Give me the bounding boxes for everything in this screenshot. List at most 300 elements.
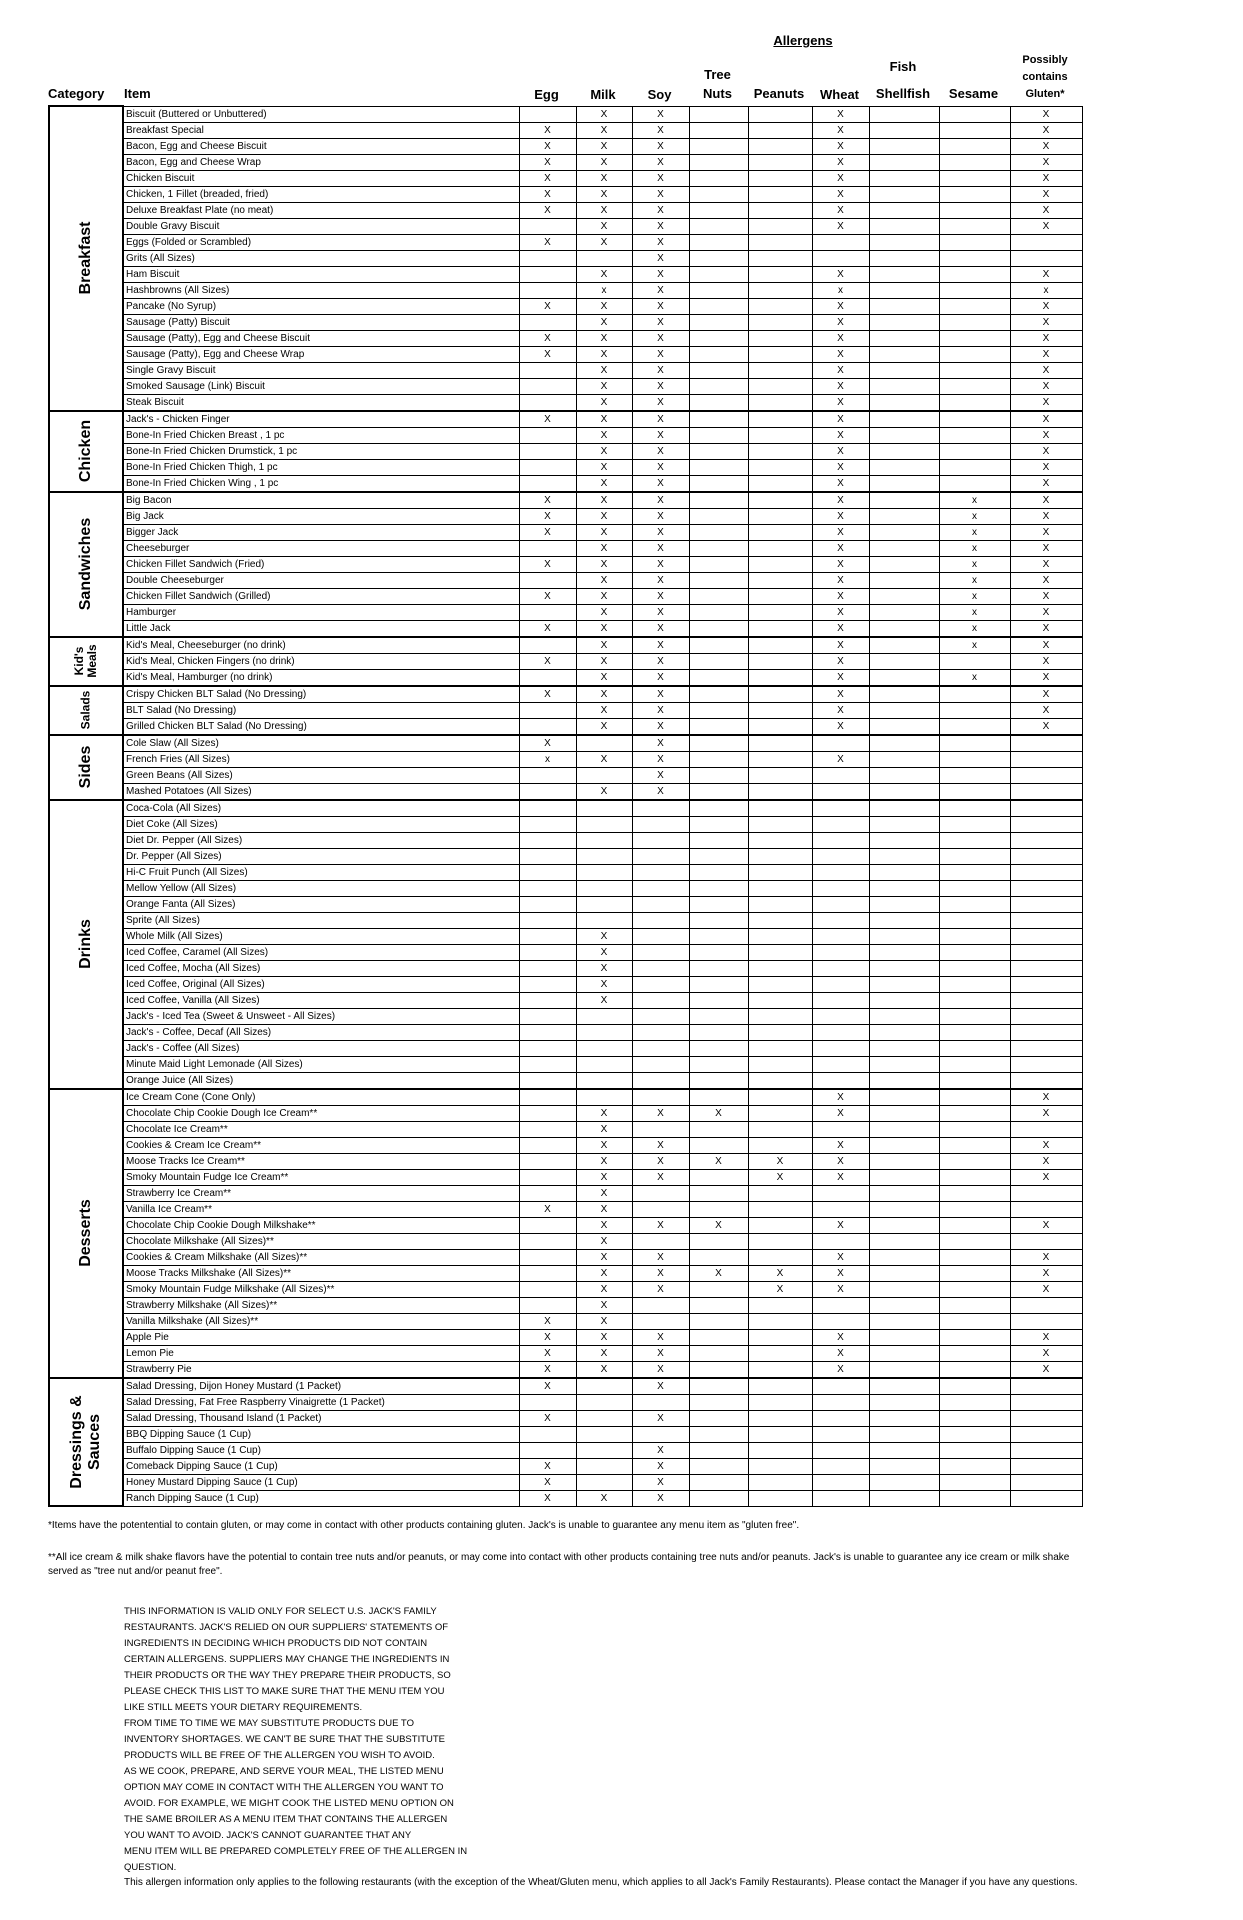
milk-mark bbox=[576, 1040, 632, 1056]
peanuts-mark bbox=[748, 800, 812, 817]
peanuts-mark bbox=[748, 702, 812, 718]
fish-shellfish-mark bbox=[869, 896, 939, 912]
table-row bbox=[49, 122, 1082, 138]
allergen-table bbox=[48, 105, 1083, 1507]
sesame-mark bbox=[939, 1217, 1010, 1233]
egg-mark bbox=[519, 250, 576, 266]
soy-mark: X bbox=[632, 1153, 689, 1169]
item-name: Bacon, Egg and Cheese Biscuit bbox=[123, 138, 519, 154]
wheat-mark bbox=[812, 1394, 869, 1410]
final-note: This allergen information only applies to the following restaurants (with the exception of the Wheat/Gluten menu, which applies to all Jack's Family Restaurants). Please contact the Manager if you have any questions. bbox=[124, 1877, 1078, 1888]
wheat-mark: X bbox=[812, 202, 869, 218]
wheat-mark bbox=[812, 1442, 869, 1458]
fish-shellfish-mark bbox=[869, 346, 939, 362]
item-name: Smoky Mountain Fudge Ice Cream** bbox=[123, 1169, 519, 1185]
tree-nuts-mark bbox=[689, 378, 748, 394]
peanuts-mark bbox=[748, 170, 812, 186]
table-row bbox=[49, 1490, 1082, 1506]
sesame-mark bbox=[939, 1265, 1010, 1281]
wheat-mark: X bbox=[812, 186, 869, 202]
sesame-mark bbox=[939, 800, 1010, 817]
peanuts-mark bbox=[748, 620, 812, 637]
egg-mark bbox=[519, 976, 576, 992]
tree-nuts-mark bbox=[689, 362, 748, 378]
gluten-mark bbox=[1010, 783, 1082, 800]
peanuts-mark bbox=[748, 880, 812, 896]
tree-nuts-mark bbox=[689, 1056, 748, 1072]
gluten-mark bbox=[1010, 735, 1082, 752]
wheat-mark: X bbox=[812, 669, 869, 686]
wheat-mark bbox=[812, 992, 869, 1008]
milk-mark: X bbox=[576, 556, 632, 572]
milk-mark bbox=[576, 1056, 632, 1072]
tree-nuts-mark bbox=[689, 411, 748, 428]
gluten-mark bbox=[1010, 912, 1082, 928]
sesame-mark bbox=[939, 186, 1010, 202]
sesame-mark bbox=[939, 202, 1010, 218]
egg-mark bbox=[519, 443, 576, 459]
egg-mark: X bbox=[519, 524, 576, 540]
tree-nuts-mark bbox=[689, 1008, 748, 1024]
sesame-mark: x bbox=[939, 669, 1010, 686]
wheat-mark bbox=[812, 880, 869, 896]
soy-mark: X bbox=[632, 735, 689, 752]
soy-mark bbox=[632, 816, 689, 832]
item-name: Eggs (Folded or Scrambled) bbox=[123, 234, 519, 250]
milk-mark: X bbox=[576, 298, 632, 314]
table-row bbox=[49, 298, 1082, 314]
peanuts-mark bbox=[748, 1345, 812, 1361]
wheat-mark: X bbox=[812, 122, 869, 138]
peanuts-mark bbox=[748, 1361, 812, 1378]
table-row bbox=[49, 1410, 1082, 1426]
sesame-mark bbox=[939, 686, 1010, 703]
table-row bbox=[49, 1024, 1082, 1040]
soy-mark bbox=[632, 896, 689, 912]
tree-nuts-mark bbox=[689, 1201, 748, 1217]
tree-nuts-mark bbox=[689, 1233, 748, 1249]
soy-mark: X bbox=[632, 1249, 689, 1265]
peanuts-mark bbox=[748, 1474, 812, 1490]
fish-shellfish-mark bbox=[869, 298, 939, 314]
milk-mark: X bbox=[576, 572, 632, 588]
wheat-mark: X bbox=[812, 138, 869, 154]
category-label-line: Meals bbox=[85, 644, 99, 678]
item-name: Hashbrowns (All Sizes) bbox=[123, 282, 519, 298]
table-row bbox=[49, 588, 1082, 604]
milk-mark: X bbox=[576, 992, 632, 1008]
tree-nuts-mark bbox=[689, 459, 748, 475]
gluten-mark: X bbox=[1010, 524, 1082, 540]
table-row bbox=[49, 1329, 1082, 1345]
disclaimer-line: OPTION MAY COME IN CONTACT WITH THE ALLERGEN YOU WANT TO bbox=[124, 1782, 444, 1793]
milk-mark: X bbox=[576, 1153, 632, 1169]
milk-mark: X bbox=[576, 378, 632, 394]
category-cell bbox=[49, 411, 123, 492]
tree-nuts-mark bbox=[689, 976, 748, 992]
category-cell bbox=[49, 637, 123, 686]
gluten-mark: X bbox=[1010, 556, 1082, 572]
tree-nuts-mark bbox=[689, 992, 748, 1008]
milk-mark: X bbox=[576, 443, 632, 459]
egg-mark: X bbox=[519, 186, 576, 202]
soy-mark: X bbox=[632, 604, 689, 620]
category-label-line: Kid's bbox=[72, 646, 86, 676]
peanuts-mark bbox=[748, 1121, 812, 1137]
peanuts-mark bbox=[748, 1426, 812, 1442]
tree-nuts-mark bbox=[689, 1040, 748, 1056]
egg-mark: X bbox=[519, 620, 576, 637]
peanuts-mark bbox=[748, 1410, 812, 1426]
wheat-mark bbox=[812, 1458, 869, 1474]
table-row bbox=[49, 394, 1082, 411]
milk-mark bbox=[576, 832, 632, 848]
soy-mark bbox=[632, 848, 689, 864]
gluten-mark bbox=[1010, 1121, 1082, 1137]
peanuts-mark bbox=[748, 751, 812, 767]
item-name: Vanilla Ice Cream** bbox=[123, 1201, 519, 1217]
gluten-mark bbox=[1010, 1313, 1082, 1329]
soy-mark: X bbox=[632, 1442, 689, 1458]
tree-nuts-mark bbox=[689, 540, 748, 556]
peanuts-mark bbox=[748, 976, 812, 992]
peanuts-mark bbox=[748, 588, 812, 604]
header-fish-line1: Fish bbox=[889, 59, 917, 74]
fish-shellfish-mark bbox=[869, 976, 939, 992]
wheat-mark: X bbox=[812, 524, 869, 540]
soy-mark: X bbox=[632, 411, 689, 428]
tree-nuts-mark bbox=[689, 1121, 748, 1137]
tree-nuts-mark bbox=[689, 653, 748, 669]
peanuts-mark bbox=[748, 218, 812, 234]
milk-mark bbox=[576, 767, 632, 783]
egg-mark bbox=[519, 1297, 576, 1313]
soy-mark: X bbox=[632, 1345, 689, 1361]
header-fish-line2: Shellfish bbox=[875, 86, 931, 101]
table-row bbox=[49, 508, 1082, 524]
wheat-mark: X bbox=[812, 475, 869, 492]
tree-nuts-mark bbox=[689, 928, 748, 944]
category-cell bbox=[49, 492, 123, 637]
sesame-mark bbox=[939, 1474, 1010, 1490]
disclaimer-line: MENU ITEM WILL BE PREPARED COMPLETELY FREE OF THE ALLERGEN IN bbox=[124, 1846, 468, 1857]
table-row bbox=[49, 686, 1082, 703]
peanuts-mark bbox=[748, 1024, 812, 1040]
item-name: Salad Dressing, Dijon Honey Mustard (1 Packet) bbox=[123, 1378, 519, 1395]
sesame-mark bbox=[939, 1153, 1010, 1169]
milk-mark: X bbox=[576, 604, 632, 620]
peanuts-mark: X bbox=[748, 1169, 812, 1185]
soy-mark: X bbox=[632, 1378, 689, 1395]
soy-mark: X bbox=[632, 620, 689, 637]
sesame-mark bbox=[939, 1394, 1010, 1410]
milk-mark: X bbox=[576, 702, 632, 718]
table-row bbox=[49, 202, 1082, 218]
table-row bbox=[49, 1313, 1082, 1329]
tree-nuts-mark: X bbox=[689, 1153, 748, 1169]
milk-mark: X bbox=[576, 1265, 632, 1281]
fish-shellfish-mark bbox=[869, 1089, 939, 1106]
item-name: Chocolate Chip Cookie Dough Ice Cream** bbox=[123, 1105, 519, 1121]
gluten-mark: X bbox=[1010, 1329, 1082, 1345]
fish-shellfish-mark bbox=[869, 1201, 939, 1217]
fish-shellfish-mark bbox=[869, 604, 939, 620]
sesame-mark bbox=[939, 1072, 1010, 1089]
tree-nuts-mark bbox=[689, 234, 748, 250]
item-name: Grilled Chicken BLT Salad (No Dressing) bbox=[123, 718, 519, 735]
gluten-mark: X bbox=[1010, 298, 1082, 314]
disclaimer-line: YOU WANT TO AVOID. JACK'S CANNOT GUARANTEE THAT ANY bbox=[124, 1830, 412, 1841]
soy-mark: X bbox=[632, 186, 689, 202]
milk-mark: X bbox=[576, 346, 632, 362]
sesame-mark bbox=[939, 1040, 1010, 1056]
category-cell bbox=[49, 800, 123, 1089]
sesame-mark bbox=[939, 1105, 1010, 1121]
egg-mark: X bbox=[519, 588, 576, 604]
tree-nuts-mark bbox=[689, 186, 748, 202]
sesame-mark bbox=[939, 330, 1010, 346]
peanuts-mark bbox=[748, 1056, 812, 1072]
tree-nuts-mark bbox=[689, 1313, 748, 1329]
fish-shellfish-mark bbox=[869, 138, 939, 154]
wheat-mark bbox=[812, 1313, 869, 1329]
gluten-mark bbox=[1010, 1008, 1082, 1024]
disclaimer-line: AS WE COOK, PREPARE, AND SERVE YOUR MEAL, THE LISTED MENU bbox=[124, 1766, 444, 1777]
wheat-mark: X bbox=[812, 443, 869, 459]
wheat-mark bbox=[812, 944, 869, 960]
fish-shellfish-mark bbox=[869, 928, 939, 944]
sesame-mark bbox=[939, 234, 1010, 250]
fish-shellfish-mark bbox=[869, 508, 939, 524]
soy-mark bbox=[632, 1313, 689, 1329]
fish-shellfish-mark bbox=[869, 1105, 939, 1121]
item-name: Iced Coffee, Caramel (All Sizes) bbox=[123, 944, 519, 960]
peanuts-mark bbox=[748, 266, 812, 282]
table-row bbox=[49, 604, 1082, 620]
soy-mark: X bbox=[632, 653, 689, 669]
tree-nuts-mark bbox=[689, 1490, 748, 1506]
gluten-mark: X bbox=[1010, 122, 1082, 138]
soy-mark: X bbox=[632, 1281, 689, 1297]
sesame-mark bbox=[939, 944, 1010, 960]
wheat-mark: X bbox=[812, 702, 869, 718]
soy-mark: X bbox=[632, 154, 689, 170]
tree-nuts-mark bbox=[689, 138, 748, 154]
table-row bbox=[49, 944, 1082, 960]
sesame-mark bbox=[939, 783, 1010, 800]
soy-mark: X bbox=[632, 202, 689, 218]
fish-shellfish-mark bbox=[869, 1442, 939, 1458]
tree-nuts-mark bbox=[689, 154, 748, 170]
soy-mark: X bbox=[632, 556, 689, 572]
soy-mark bbox=[632, 1040, 689, 1056]
item-name: Breakfast Special bbox=[123, 122, 519, 138]
milk-mark: X bbox=[576, 508, 632, 524]
wheat-mark: X bbox=[812, 362, 869, 378]
egg-mark: X bbox=[519, 1410, 576, 1426]
sesame-mark bbox=[939, 459, 1010, 475]
egg-mark bbox=[519, 783, 576, 800]
item-name: Cookies & Cream Ice Cream** bbox=[123, 1137, 519, 1153]
header-soy: Soy bbox=[647, 87, 672, 102]
milk-mark: X bbox=[576, 783, 632, 800]
tree-nuts-mark bbox=[689, 604, 748, 620]
sesame-mark: x bbox=[939, 492, 1010, 509]
wheat-mark bbox=[812, 1474, 869, 1490]
item-name: Sausage (Patty), Egg and Cheese Biscuit bbox=[123, 330, 519, 346]
sesame-mark bbox=[939, 106, 1010, 122]
item-name: Iced Coffee, Vanilla (All Sizes) bbox=[123, 992, 519, 1008]
soy-mark: X bbox=[632, 540, 689, 556]
gluten-mark bbox=[1010, 800, 1082, 817]
peanuts-mark bbox=[748, 1072, 812, 1089]
sesame-mark bbox=[939, 266, 1010, 282]
peanuts-mark bbox=[748, 202, 812, 218]
gluten-mark: X bbox=[1010, 218, 1082, 234]
tree-nuts-mark bbox=[689, 106, 748, 122]
item-name: Bigger Jack bbox=[123, 524, 519, 540]
peanuts-mark bbox=[748, 475, 812, 492]
egg-mark: X bbox=[519, 122, 576, 138]
tree-nuts-mark bbox=[689, 896, 748, 912]
gluten-mark: X bbox=[1010, 1153, 1082, 1169]
wheat-mark: X bbox=[812, 330, 869, 346]
tree-nuts-mark bbox=[689, 1361, 748, 1378]
table-row bbox=[49, 1056, 1082, 1072]
wheat-mark: X bbox=[812, 556, 869, 572]
gluten-mark bbox=[1010, 1185, 1082, 1201]
gluten-mark: X bbox=[1010, 1281, 1082, 1297]
table-row bbox=[49, 1474, 1082, 1490]
egg-mark bbox=[519, 1281, 576, 1297]
item-name: Crispy Chicken BLT Salad (No Dressing) bbox=[123, 686, 519, 703]
sesame-mark: x bbox=[939, 508, 1010, 524]
wheat-mark: X bbox=[812, 106, 869, 122]
soy-mark: X bbox=[632, 718, 689, 735]
table-row bbox=[49, 106, 1082, 122]
wheat-mark bbox=[812, 848, 869, 864]
milk-mark bbox=[576, 250, 632, 266]
egg-mark bbox=[519, 1233, 576, 1249]
peanuts-mark bbox=[748, 411, 812, 428]
egg-mark bbox=[519, 800, 576, 817]
table-row bbox=[49, 314, 1082, 330]
tree-nuts-mark bbox=[689, 1474, 748, 1490]
tree-nuts-mark bbox=[689, 1345, 748, 1361]
disclaimer-line: CERTAIN ALLERGENS. SUPPLIERS MAY CHANGE THE INGREDIENTS IN bbox=[124, 1654, 450, 1665]
egg-mark: X bbox=[519, 202, 576, 218]
sesame-mark bbox=[939, 443, 1010, 459]
milk-mark: X bbox=[576, 1490, 632, 1506]
item-name: Chocolate Ice Cream** bbox=[123, 1121, 519, 1137]
gluten-mark bbox=[1010, 864, 1082, 880]
table-row bbox=[49, 1345, 1082, 1361]
sesame-mark bbox=[939, 1297, 1010, 1313]
item-name: Chocolate Milkshake (All Sizes)** bbox=[123, 1233, 519, 1249]
item-name: Cheeseburger bbox=[123, 540, 519, 556]
table-row bbox=[49, 1201, 1082, 1217]
soy-mark: X bbox=[632, 1105, 689, 1121]
soy-mark: X bbox=[632, 459, 689, 475]
fish-shellfish-mark bbox=[869, 266, 939, 282]
wheat-mark bbox=[812, 832, 869, 848]
egg-mark bbox=[519, 848, 576, 864]
milk-mark: X bbox=[576, 588, 632, 604]
sesame-mark bbox=[939, 1008, 1010, 1024]
table-row bbox=[49, 864, 1082, 880]
fish-shellfish-mark bbox=[869, 1008, 939, 1024]
category-label: Sandwiches bbox=[77, 517, 94, 611]
peanuts-mark bbox=[748, 1329, 812, 1345]
soy-mark: X bbox=[632, 702, 689, 718]
table-row bbox=[49, 362, 1082, 378]
fish-shellfish-mark bbox=[869, 1249, 939, 1265]
milk-mark bbox=[576, 1008, 632, 1024]
sesame-mark bbox=[939, 1329, 1010, 1345]
fish-shellfish-mark bbox=[869, 1281, 939, 1297]
disclaimer-line: THIS INFORMATION IS VALID ONLY FOR SELECT U.S. JACK'S FAMILY bbox=[124, 1606, 437, 1617]
wheat-mark bbox=[812, 1024, 869, 1040]
category-label-line: Dressings & bbox=[68, 1395, 85, 1489]
milk-mark: X bbox=[576, 1345, 632, 1361]
milk-mark: X bbox=[576, 1105, 632, 1121]
fish-shellfish-mark bbox=[869, 1410, 939, 1426]
milk-mark: X bbox=[576, 459, 632, 475]
soy-mark: X bbox=[632, 234, 689, 250]
gluten-mark: X bbox=[1010, 346, 1082, 362]
soy-mark: X bbox=[632, 492, 689, 509]
tree-nuts-mark bbox=[689, 202, 748, 218]
peanuts-mark bbox=[748, 378, 812, 394]
milk-mark bbox=[576, 1458, 632, 1474]
fish-shellfish-mark bbox=[869, 1313, 939, 1329]
item-name: Strawberry Ice Cream** bbox=[123, 1185, 519, 1201]
milk-mark: X bbox=[576, 138, 632, 154]
peanuts-mark bbox=[748, 1185, 812, 1201]
peanuts-mark bbox=[748, 767, 812, 783]
fish-shellfish-mark bbox=[869, 411, 939, 428]
soy-mark bbox=[632, 1056, 689, 1072]
sesame-mark bbox=[939, 170, 1010, 186]
tree-nuts-mark bbox=[689, 702, 748, 718]
milk-mark: X bbox=[576, 475, 632, 492]
egg-mark bbox=[519, 394, 576, 411]
egg-mark bbox=[519, 459, 576, 475]
tree-nuts-mark bbox=[689, 1297, 748, 1313]
table-row bbox=[49, 976, 1082, 992]
egg-mark: X bbox=[519, 1378, 576, 1395]
soy-mark: X bbox=[632, 378, 689, 394]
fish-shellfish-mark bbox=[869, 330, 939, 346]
tree-nuts-mark bbox=[689, 218, 748, 234]
gluten-mark bbox=[1010, 848, 1082, 864]
tree-nuts-mark bbox=[689, 1089, 748, 1106]
tree-nuts-mark bbox=[689, 1281, 748, 1297]
peanuts-mark bbox=[748, 604, 812, 620]
egg-mark: X bbox=[519, 735, 576, 752]
table-row bbox=[49, 1249, 1082, 1265]
peanuts-mark: X bbox=[748, 1153, 812, 1169]
table-row bbox=[49, 848, 1082, 864]
item-name: Chocolate Chip Cookie Dough Milkshake** bbox=[123, 1217, 519, 1233]
egg-mark: X bbox=[519, 1474, 576, 1490]
milk-mark: X bbox=[576, 928, 632, 944]
wheat-mark: X bbox=[812, 620, 869, 637]
disclaimer-line: PRODUCTS WILL BE FREE OF THE ALLERGEN YOU WISH TO AVOID. bbox=[124, 1750, 435, 1761]
sesame-mark: x bbox=[939, 604, 1010, 620]
milk-mark: X bbox=[576, 1185, 632, 1201]
tree-nuts-mark: X bbox=[689, 1217, 748, 1233]
